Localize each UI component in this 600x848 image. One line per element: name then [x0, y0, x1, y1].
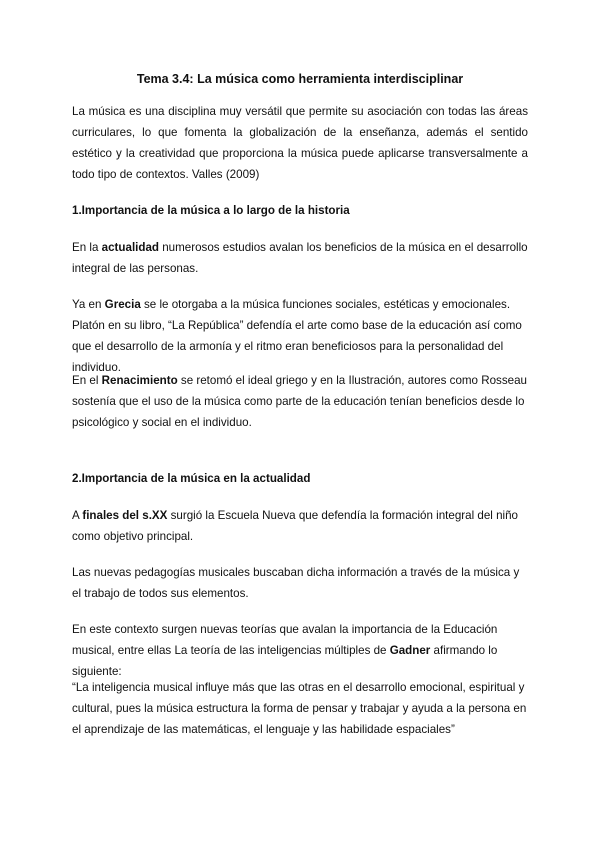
bold-term: Grecia	[104, 298, 141, 311]
page-title: Tema 3.4: La música como herramienta interdisciplinar	[136, 72, 464, 86]
paragraph-contexto: En este contexto surgen nuevas teorías que avalan la importancia de la Educación musical, entre ellas La teoría de las inteligencias múltiples de Gadner afirmando lo siguiente:	[72, 623, 498, 678]
paragraph-nuevas-pedagogias: Las nuevas pedagogías musicales buscaban dicha información a través de la música y el trabajo de todos sus elementos.	[72, 566, 520, 600]
quote-paragraph: “La inteligencia musical influye más que las otras en el desarrollo emocional, espiritual y cultural, pues la música estructura la forma de pensar y trabajar y ayuda a la persona en el aprendizaje de las matemáticas, el lenguaje y las habilidade espaciales”	[72, 681, 527, 736]
bold-term: Gadner	[389, 644, 431, 657]
intro-paragraph: La música es una disciplina muy versátil que permite su asociación con todas las áreas curriculares, lo que fomenta la globalización de la enseñanza, además el sentido estético y la creatividad que proporciona la música puede aplicarse transversalmente a todo tipo de contextos. Valles (2009)	[72, 105, 528, 181]
bold-term: Renacimiento	[101, 374, 178, 387]
paragraph-actualidad: En la actualidad numerosos estudios avalan los beneficios de la música en el desarrollo integral de las personas.	[72, 241, 528, 275]
section-2-heading: 2.Importancia de la música en la actualidad	[72, 472, 311, 485]
section-1-heading: 1.Importancia de la música a lo largo de la historia	[72, 204, 350, 217]
bold-term: actualidad	[101, 241, 159, 254]
paragraph-renacimiento: En el Renacimiento se retomó el ideal griego y en la Ilustración, autores como Rosseau sostenía que el uso de la música como parte de la educación tenían beneficios desde lo psicológico y social en el individuo.	[72, 374, 527, 429]
bold-term: finales del s.XX	[82, 509, 168, 522]
paragraph-grecia: Ya en Grecia se le otorgaba a la música funciones sociales, estéticas y emocionales. Platón en su libro, “La República” defendía el arte como base de la educación así como que el desarrollo de la armonía y el ritmo eran beneficiosos para la personalidad del individuo.	[72, 298, 522, 374]
paragraph-finales-sxx: A finales del s.XX surgió la Escuela Nueva que defendía la formación integral del niño como objetivo principal.	[72, 509, 518, 543]
